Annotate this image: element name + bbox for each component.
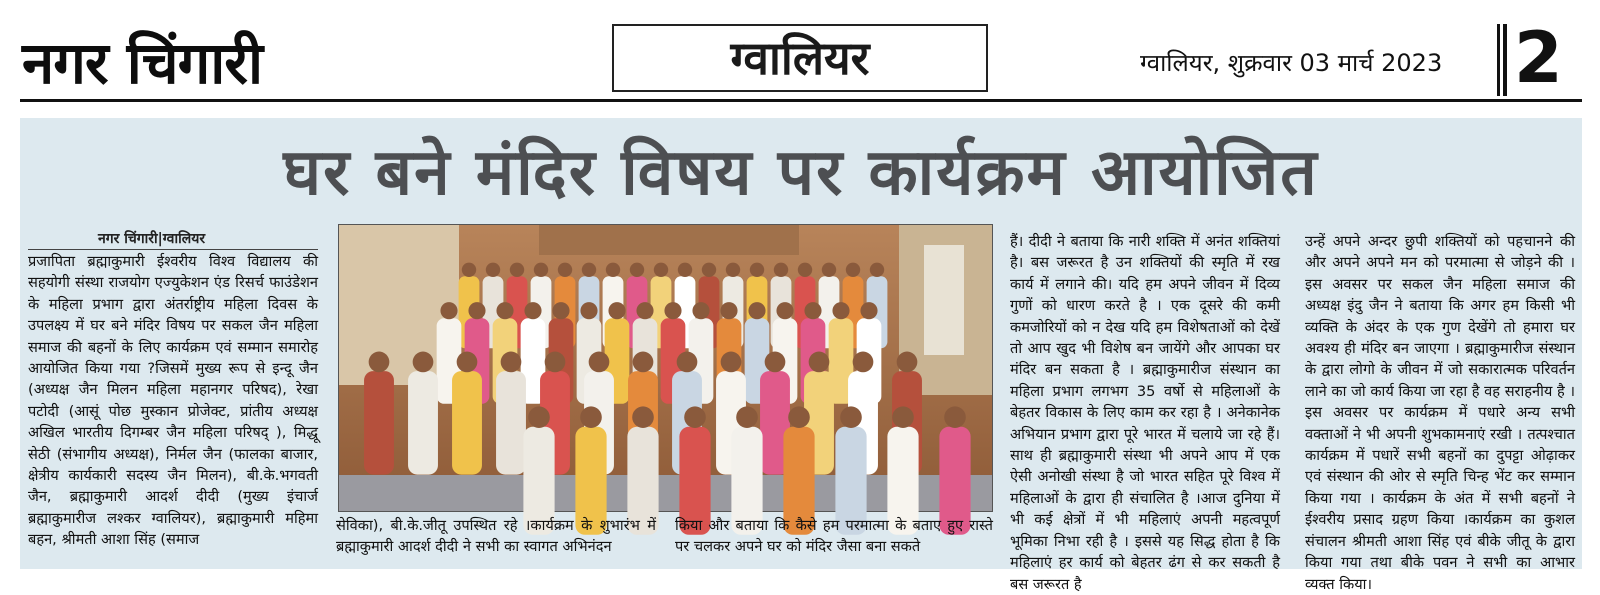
photo-person-head — [545, 352, 566, 373]
photo-person-head — [558, 263, 572, 277]
photo-person-head — [692, 302, 709, 319]
photo-person-head — [860, 302, 877, 319]
article-column-3: हैं। दीदी ने बताया कि नारी शक्ति में अनंत शक्तियां है। बस जरूरत है उन शक्तियों की स्मृति में रख कार्य में लगाने की। यदि हम अपने जीवन में दिव्य गुणों को धारण करते है । एक दूसरे की कमी कमजोरियों को न देख यदि हम विशेषताओं को देखें तो आप खुद भी विशेष बन जायेंगे और आपका घर मंदिर बन सकता है । ब्रह्माकुमारीज संस्थान का महिला प्रभाग लगभग 35 वर्षो से महिलाओं के बेहतर विकास के लिए काम कर रहा है । अनेकानेक अभियान प्रभाग द्वारा पूरे भारत में चलाये जा रहे हैं।साथ ही ब्रह्माकुमारी संस्था भी अपने आप में एक ऐसी अनोखी संस्था है जो भारत सहित पूरे विश्व में महिलाओं के द्वारा ही संचालित है ।आज दुनिया में भी कई क्षेत्रों में भी महिलाएं अपनी महत्वपूर्ण भूमिका निभा रही है । इससे यह सिद्ध होता है कि महिलाएं हर कार्य को बेहतर ढंग से कर सकती है बस जरूरत है — [1010, 233, 1280, 593]
article-byline: नगर चिंगारी|ग्वालियर — [98, 231, 206, 247]
photo-person-head — [462, 263, 476, 277]
photo-person-head — [832, 302, 849, 319]
photo-person-head — [702, 263, 716, 277]
photo-person-head — [677, 352, 698, 373]
photo-person-head — [630, 263, 644, 277]
photo-person-head — [633, 352, 654, 373]
page-number-divider — [1497, 24, 1507, 96]
photo-person-head — [636, 302, 653, 319]
photo-person-head — [510, 263, 524, 277]
photo-person-head — [720, 302, 737, 319]
photo-person-head — [457, 352, 478, 373]
photo-person-head — [580, 406, 602, 428]
photo-person-head — [440, 302, 457, 319]
photo-person-head — [846, 263, 860, 277]
byline-rule — [28, 249, 318, 250]
news-article — [20, 118, 1582, 593]
photo-person-head — [528, 406, 550, 428]
photo-person-head — [748, 302, 765, 319]
photo-person-head — [608, 302, 625, 319]
photo-person-body — [408, 371, 438, 475]
city-edition-box: ग्वालियर — [612, 24, 988, 92]
photo-person-body — [496, 371, 526, 475]
photo-person-head — [897, 352, 918, 373]
photo-person-head — [788, 406, 810, 428]
photo-person-head — [726, 263, 740, 277]
photo-person-head — [853, 352, 874, 373]
photo-person-head — [580, 302, 597, 319]
photo-person-head — [776, 302, 793, 319]
photo-person-head — [369, 352, 390, 373]
photo-person-head — [468, 302, 485, 319]
masthead-rule — [20, 99, 1582, 102]
photo-person-head — [684, 406, 706, 428]
photo-person-head — [798, 263, 812, 277]
photo-person-head — [678, 263, 692, 277]
photo-person-head — [654, 263, 668, 277]
article-column-2b-lower: किया और बताया कि कैसे हम परमात्मा के बताए हुए रास्ते पर चलकर अपने घर को मंदिर जैसा बना सकते — [675, 517, 993, 556]
photo-person-head — [534, 263, 548, 277]
article-headline: घर बने मंदिर विषय पर कार्यक्रम आयोजित — [283, 136, 1319, 210]
photo-person-head — [501, 352, 522, 373]
photo-person-head — [582, 263, 596, 277]
photo-person-body — [364, 371, 394, 475]
article-column-2-lower: सेविका), बी.के.जीतू उपस्थित रहे ।कार्यक्रम के शुभारंभ में ब्रह्माकुमारी आदर्श दीदी ने सभी का स्वागत अभिनंदन — [336, 517, 656, 556]
photo-person-head — [632, 406, 654, 428]
photo-person-head — [804, 302, 821, 319]
page-number: 2 — [1514, 17, 1563, 99]
photo-person-head — [765, 352, 786, 373]
photo-person-head — [822, 263, 836, 277]
photo-person-head — [524, 302, 541, 319]
photo-person-head — [413, 352, 434, 373]
photo-person-head — [486, 263, 500, 277]
photo-person-head — [589, 352, 610, 373]
dateline: ग्वालियर, शुक्रवार 03 मार्च 2023 — [1140, 49, 1443, 77]
newspaper-logo: नगर चिंगारी — [22, 29, 263, 97]
photo-person-head — [809, 352, 830, 373]
photo-person-head — [870, 263, 884, 277]
photo-person-head — [664, 302, 681, 319]
article-column-4: उन्हें अपने अन्दर छुपी शक्तियों को पहचानने की और अपने अपने मन को परमात्मा से जोड़ने की ।इस अवसर पर सकल जैन महिला समाज की अध्यक्ष इंदु जैन ने बताया कि अगर हम किसी भी व्यक्ति के अंदर के एक गुण देखेंगे तो हमारा घर अवश्य ही मंदिर बन जाएगा । ब्रह्माकुमारीज संस्थान के द्वारा लोगो के जीवन में जो सकारात्मक परिवर्तन लाने का जो कार्य किया जा रहा है वह सराहनीय है ।इस अवसर पर कार्यक्रम में पधारे अन्य सभी वक्ताओं ने भी अपनी शुभकामनाएं रखी । तत्पश्चात कार्यक्रम में पधारें सभी बहनों का दुपट्टा ओढ़ाकर एवं संस्थान की ओर से स्मृति चिन्ह भेंट कर सम्मान किया गया । कार्यक्रम के अंत में सभी बहनों ने ईश्वरीय प्रसाद ग्रहण किया ।कार्यक्रम का कुशल संचालन श्रीमती आशा सिंह एवं बीके जीतू के द्वारा किया गया तथा बीके पवन ने सभी का आभार व्यक्त किया। — [1305, 233, 1575, 593]
photo-person-head — [774, 263, 788, 277]
photo-person-head — [840, 406, 862, 428]
event-group-photo — [338, 224, 993, 512]
photo-person-head — [736, 406, 758, 428]
photo-person-body — [452, 371, 482, 475]
photo-person-head — [944, 406, 966, 428]
photo-person-head — [552, 302, 569, 319]
article-column-1: प्रजापिता ब्रह्माकुमारी ईश्वरीय विश्व विद्यालय की सहयोगी संस्था राजयोग एज्युकेशन एंड रिसर्च फाउंडेशन के महिला प्रभाग द्वारा अंतर्राष्ट्रीय महिला दिवस के उपलक्ष्य में घर बने मंदिर विषय पर सकल जैन महिला समाज की बहनों के लिए कार्यक्रम एवं सम्मान समारोह आयोजित किया गया ?जिसमें मुख्य रूप से इन्दू जैन (अध्यक्ष जैन मिलन महिला महानगर परिषद), रेखा पटोदी (आसूं पोछ मुस्कान प्रोजेक्ट, प्रांतीय अध्यक्ष अखिल भारतीय दिगम्बर जैन महिला परिषद् ), मिद्धू सेठी (संभागीय अध्यक्ष), निर्मल जैन (फालका बाजार, क्षेत्रीय कार्यकारी सदस्य जैन मिलन), बी.के.भगवती जैन, ब्रह्माकुमारी आदर्श दीदी (मुख्य इंचार्ज ब्रह्माकुमारीज लश्कर ग्वालियर), ब्रह्माकुमारी महिमा बहन, श्रीमती आशा सिंह (समाज — [28, 253, 318, 549]
photo-person-head — [750, 263, 764, 277]
photo-person-head — [892, 406, 914, 428]
photo-person-head — [496, 302, 513, 319]
photo-person-head — [721, 352, 742, 373]
photo-person-head — [606, 263, 620, 277]
